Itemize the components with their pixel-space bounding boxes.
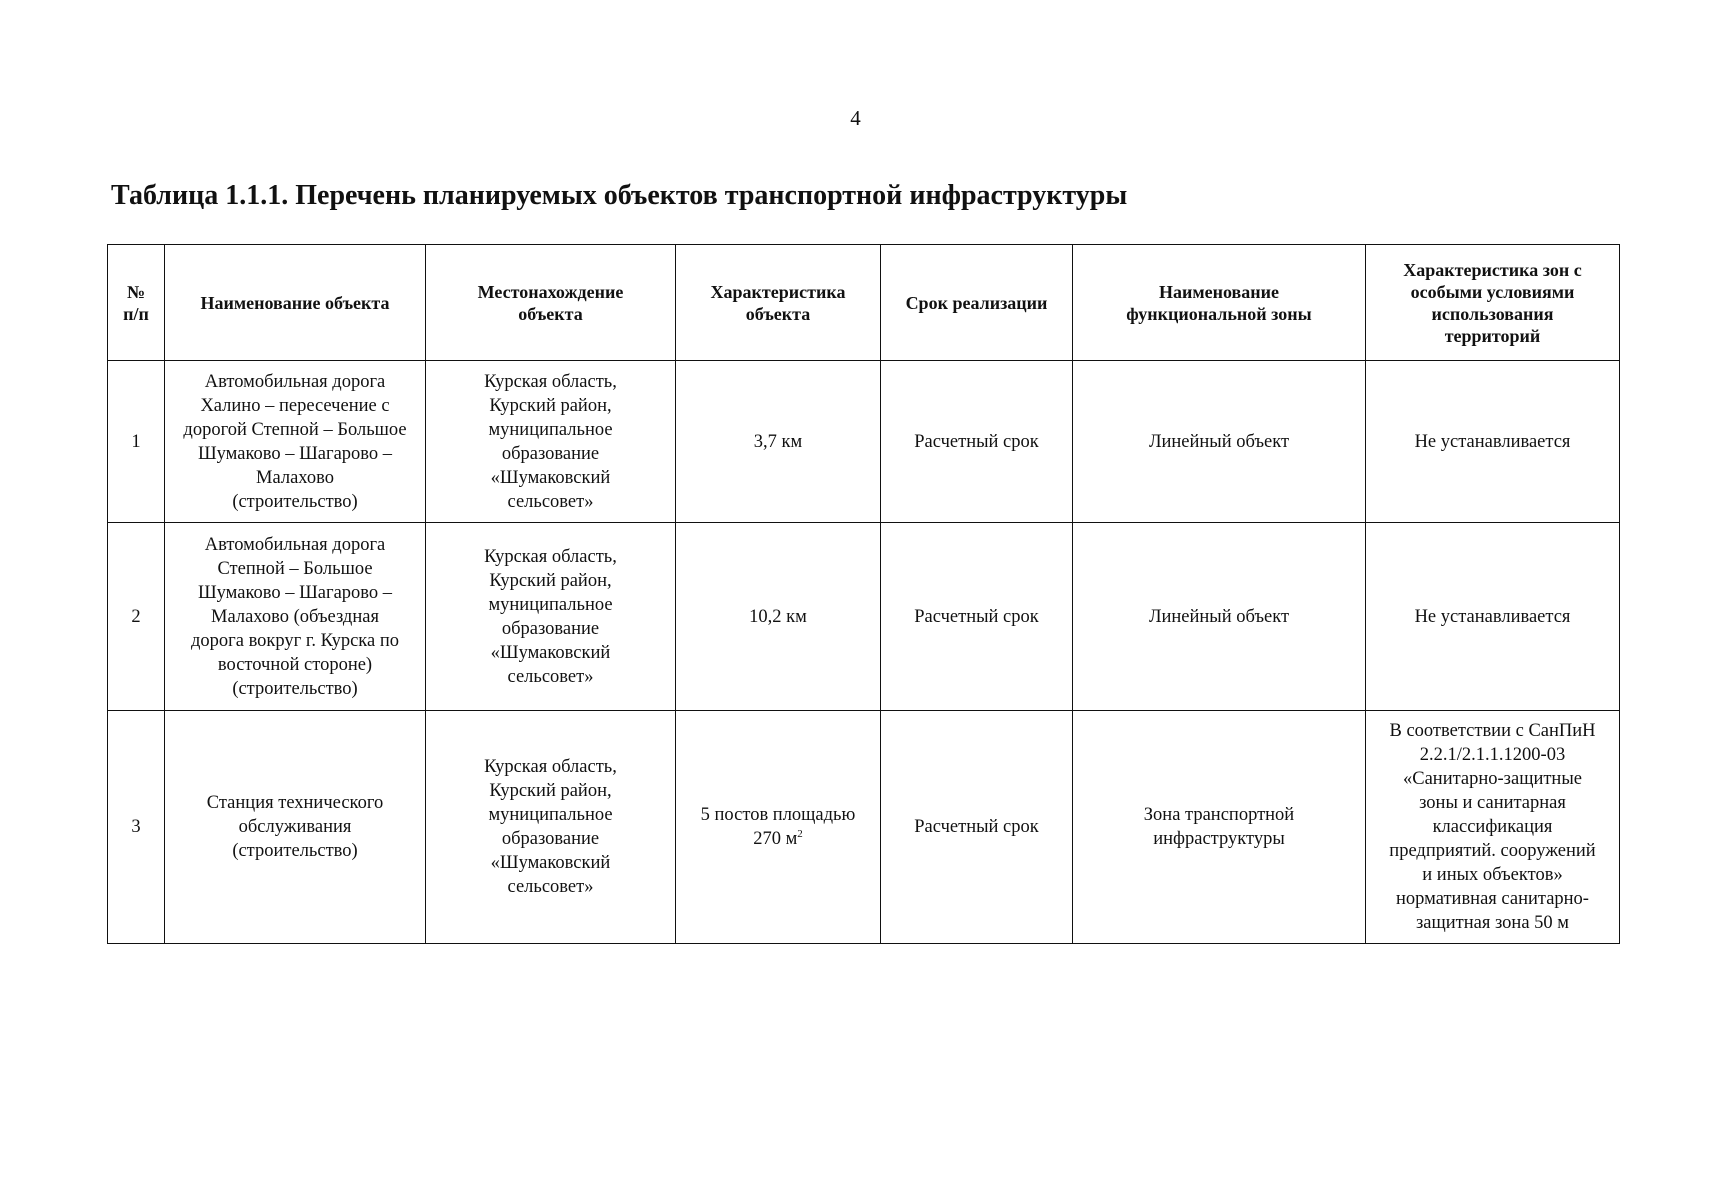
cell-term: Расчетный срок	[881, 523, 1073, 711]
cell-functional-zone: Линейный объект	[1073, 361, 1366, 523]
table-row	[108, 711, 1620, 944]
cell-characteristic-sup: 2	[797, 827, 803, 840]
cell-location: Курская область, Курский район, муниципальное образование «Шумаковский сельсовет»	[426, 523, 676, 711]
header-term: Срок реализации	[881, 245, 1073, 361]
cell-special-zones: Не устанавливается	[1366, 361, 1620, 523]
table-header-row	[108, 245, 1620, 361]
cell-characteristic: 10,2 км	[676, 523, 881, 711]
cell-location: Курская область, Курский район, муниципальное образование «Шумаковский сельсовет»	[426, 361, 676, 523]
header-location: Местонахождение объекта	[426, 245, 676, 361]
page-number: 4	[850, 106, 861, 130]
cell-number: 3	[108, 711, 165, 944]
cell-object-name: Автомобильная дорога Халино – пересечение с дорогой Степной – Большое Шумаково – Шагарово – Малахово (строительство)	[165, 361, 426, 523]
table-row	[108, 361, 1620, 523]
cell-number: 2	[108, 523, 165, 711]
table-title: Таблица 1.1.1. Перечень планируемых объектов транспортной инфраструктуры	[111, 180, 1128, 211]
cell-special-zones: Не устанавливается	[1366, 523, 1620, 711]
cell-special-zones: В соответствии с СанПиН 2.2.1/2.1.1.1200-03 «Санитарно-защитные зоны и санитарная классификация предприятий. сооружений и иных объектов» нормативная санитарно- защитная зона 50 м	[1366, 711, 1620, 944]
cell-object-name: Станция технического обслуживания (строительство)	[165, 711, 426, 944]
cell-location: Курская область, Курский район, муниципальное образование «Шумаковский сельсовет»	[426, 711, 676, 944]
cell-characteristic: 5 постов площадью 270 $м^2$	[676, 711, 881, 944]
header-number: № п/п	[108, 245, 165, 361]
cell-term: Расчетный срок	[881, 361, 1073, 523]
header-object-name: Наименование объекта	[165, 245, 426, 361]
cell-object-name: Автомобильная дорога Степной – Большое Шумаково – Шагарово – Малахово (объездная дорога вокруг г. Курска по восточной стороне) (строительство)	[165, 523, 426, 711]
cell-number: 1	[108, 361, 165, 523]
header-characteristic: Характеристика объекта	[676, 245, 881, 361]
header-functional-zone: Наименование функциональной зоны	[1073, 245, 1366, 361]
cell-characteristic: 3,7 км	[676, 361, 881, 523]
cell-functional-zone: Зона транспортной инфраструктуры	[1073, 711, 1366, 944]
table-row	[108, 523, 1620, 711]
header-special-zones: Характеристика зон с особыми условиями использования территорий	[1366, 245, 1620, 361]
cell-functional-zone: Линейный объект	[1073, 523, 1366, 711]
cell-term: Расчетный срок	[881, 711, 1073, 944]
transport-objects-table	[107, 244, 1620, 944]
